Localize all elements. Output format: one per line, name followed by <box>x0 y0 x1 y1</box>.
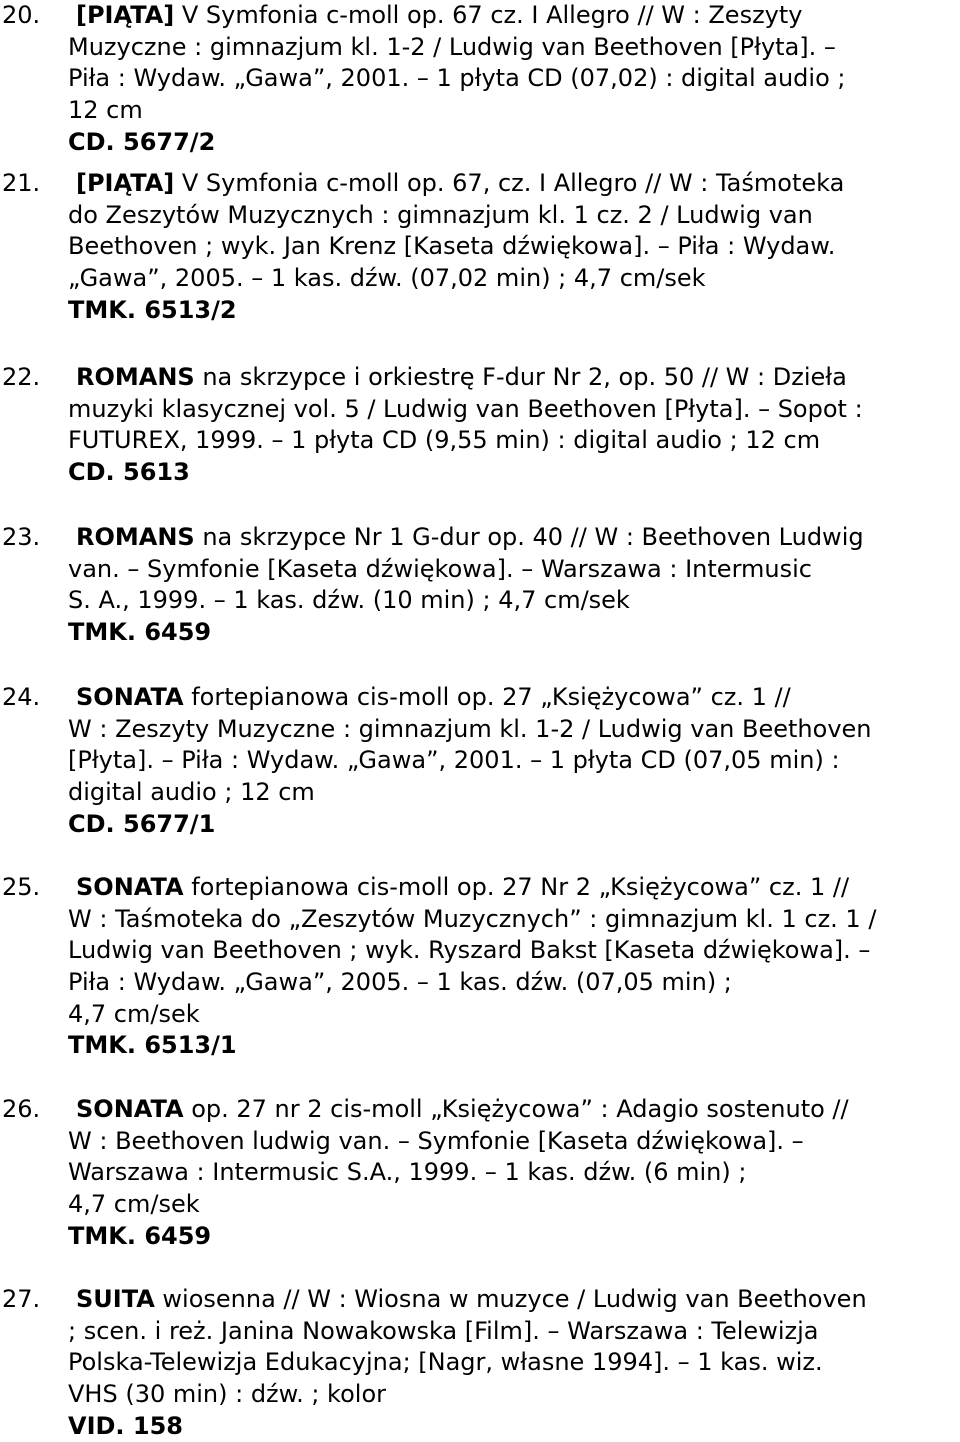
entry-line <box>68 967 956 999</box>
entry-text: Warszawa : Intermusic S.A., 1999. – 1 kas. dźw. (6 min) ; <box>68 1158 747 1187</box>
shelf-signature: TMK. 6513/2 <box>68 295 237 324</box>
entry-line <box>68 394 956 426</box>
entry-text: VHS (30 min) : dźw. ; kolor <box>68 1380 386 1409</box>
entry-text: Polska-Telewizja Edukacyjna; [Nagr, własne 1994]. – 1 kas. wiz. <box>68 1348 823 1377</box>
entry-line <box>68 362 956 394</box>
shelf-signature: CD. 5677/2 <box>68 127 216 156</box>
entry-number: 24. <box>2 683 41 711</box>
entry-text: op. 27 nr 2 cis-moll „Księżycowa” : Adagio sostenuto // <box>183 1095 849 1123</box>
entry-line <box>68 1157 956 1189</box>
entry-line <box>68 999 956 1031</box>
entry-heading-word: ROMANS <box>76 363 195 391</box>
entry-line <box>68 1316 956 1348</box>
entry-text: Ludwig van Beethoven ; wyk. Ryszard Bakst [Kaseta dźwiękowa]. – <box>68 936 871 965</box>
entry-heading-word: ROMANS <box>76 523 195 551</box>
entry-description <box>68 0 956 158</box>
entry-heading-word: SUITA <box>76 1285 155 1313</box>
shelf-signature: TMK. 6459 <box>68 618 212 647</box>
entry-line <box>68 714 956 746</box>
entry-line <box>68 682 956 714</box>
shelf-signature: CD. 5677/1 <box>68 809 216 838</box>
entry-text: Beethoven ; wyk. Jan Krenz [Kaseta dźwiękowa]. – Piła : Wydaw. <box>68 232 836 261</box>
entry-text: Piła : Wydaw. „Gawa”, 2001. – 1 płyta CD (07,02) : digital audio ; <box>68 64 846 93</box>
entry-text: W : Zeszyty Muzyczne : gimnazjum kl. 1-2 / Ludwig van Beethoven <box>68 714 872 743</box>
entry-text: W : Taśmoteka do „Zeszytów Muzycznych” : gimnazjum kl. 1 cz. 1 / <box>68 904 877 933</box>
entry-line <box>68 1284 956 1316</box>
entry-line <box>68 200 956 232</box>
entry-number: 22. <box>2 363 41 391</box>
shelf-signature: CD. 5613 <box>68 458 190 487</box>
entry-description <box>68 1094 956 1252</box>
entry-number: 21. <box>2 169 41 197</box>
entry-line <box>68 777 956 809</box>
entry-heading-word: [PIĄTA] <box>76 169 175 197</box>
shelf-signature: TMK. 6513/1 <box>68 1031 237 1060</box>
entry-description <box>68 872 956 1062</box>
entry-text: 12 cm <box>68 96 143 125</box>
entry-text: fortepianowa cis-moll op. 27 „Księżycowa” cz. 1 // <box>183 683 791 711</box>
entry-line <box>68 1379 956 1411</box>
shelf-signature: TMK. 6459 <box>68 1221 212 1250</box>
entry-line <box>68 872 956 904</box>
entry-text: van. – Symfonie [Kaseta dźwiękowa]. – Warszawa : Intermusic <box>68 554 812 583</box>
entry-line <box>68 32 956 64</box>
entry-line <box>68 0 956 32</box>
entry-line <box>68 1126 956 1158</box>
entry-line <box>68 904 956 936</box>
entry-line <box>68 1189 956 1221</box>
entry-text: FUTUREX, 1999. – 1 płyta CD (9,55 min) : digital audio ; 12 cm <box>68 426 821 455</box>
entry-heading-word: SONATA <box>76 873 184 901</box>
entry-line <box>68 63 956 95</box>
entry-text: fortepianowa cis-moll op. 27 Nr 2 „Księżycowa” cz. 1 // <box>183 873 850 901</box>
entry-text: S. A., 1999. – 1 kas. dźw. (10 min) ; 4,7 cm/sek <box>68 586 630 615</box>
entry-description <box>68 168 956 326</box>
entry-text: muzyki klasycznej vol. 5 / Ludwig van Beethoven [Płyta]. – Sopot : <box>68 394 863 423</box>
entry-number: 26. <box>2 1095 41 1123</box>
entry-line <box>68 1094 956 1126</box>
entry-heading-word: [PIĄTA] <box>76 1 175 29</box>
entry-text: 4,7 cm/sek <box>68 1190 200 1219</box>
entry-number: 27. <box>2 1285 41 1313</box>
entry-line <box>68 585 956 617</box>
entry-text: na skrzypce i orkiestrę F-dur Nr 2, op. 50 // W : Dzieła <box>194 363 847 391</box>
entry-text: [Płyta]. – Piła : Wydaw. „Gawa”, 2001. – 1 płyta CD (07,05 min) : <box>68 746 840 775</box>
shelf-signature: VID. 158 <box>68 1411 183 1440</box>
entry-heading-word: SONATA <box>76 1095 184 1123</box>
entry-line <box>68 231 956 263</box>
entry-text: na skrzypce Nr 1 G-dur op. 40 // W : Beethoven Ludwig <box>194 523 864 551</box>
entry-description <box>68 682 956 840</box>
entry-number: 23. <box>2 523 41 551</box>
entry-line <box>68 554 956 586</box>
entry-description <box>68 362 956 489</box>
entry-description <box>68 1284 956 1442</box>
entry-text: 4,7 cm/sek <box>68 999 200 1028</box>
entry-line <box>68 935 956 967</box>
entry-text: ; scen. i reż. Janina Nowakowska [Film]. – Warszawa : Telewizja <box>68 1316 819 1345</box>
entry-number: 25. <box>2 873 41 901</box>
entry-text: Muzyczne : gimnazjum kl. 1-2 / Ludwig van Beethoven [Płyta]. – <box>68 32 836 61</box>
entry-line <box>68 95 956 127</box>
entry-line <box>68 425 956 457</box>
entry-heading-word: SONATA <box>76 683 184 711</box>
entry-line <box>68 263 956 295</box>
entry-line <box>68 1347 956 1379</box>
entry-text: wiosenna // W : Wiosna w muzyce / Ludwig van Beethoven <box>154 1285 867 1313</box>
entry-text: V Symfonia c-moll op. 67, cz. I Allegro // W : Taśmoteka <box>174 169 845 197</box>
entry-line <box>68 168 956 200</box>
entry-line <box>68 522 956 554</box>
entry-text: „Gawa”, 2005. – 1 kas. dźw. (07,02 min) ; 4,7 cm/sek <box>68 264 706 293</box>
entry-text: do Zeszytów Muzycznych : gimnazjum kl. 1 cz. 2 / Ludwig van <box>68 200 813 229</box>
entry-line <box>68 745 956 777</box>
entry-number: 20. <box>2 1 41 29</box>
entry-text: digital audio ; 12 cm <box>68 778 315 807</box>
entry-text: W : Beethoven ludwig van. – Symfonie [Kaseta dźwiękowa]. – <box>68 1126 804 1155</box>
entry-description <box>68 522 956 649</box>
entry-text: V Symfonia c-moll op. 67 cz. I Allegro // W : Zeszyty <box>174 1 803 29</box>
entry-text: Piła : Wydaw. „Gawa”, 2005. – 1 kas. dźw. (07,05 min) ; <box>68 968 732 997</box>
